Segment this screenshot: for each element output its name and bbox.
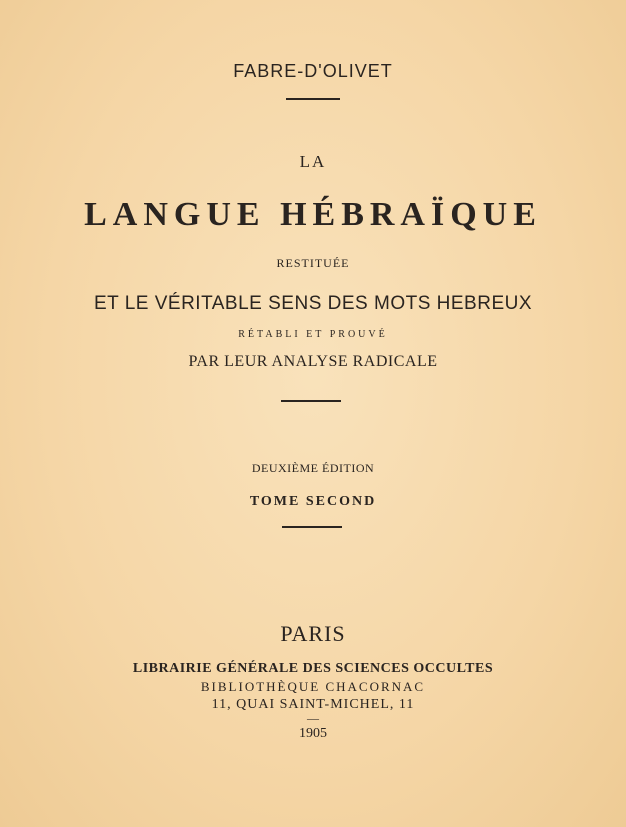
subtitle-retabli: RÉTABLI ET PROUVÉ [238, 329, 388, 340]
divider-3 [282, 526, 342, 528]
edition-label: DEUXIÈME ÉDITION [251, 461, 375, 475]
imprint-year: 1905 [299, 726, 327, 741]
divider-1 [286, 98, 340, 100]
subtitle-analyse: PAR LEUR ANALYSE RADICALE [188, 353, 438, 370]
volume-label: TOME SECOND [249, 494, 377, 509]
imprint-publisher: LIBRAIRIE GÉNÉRALE DES SCIENCES OCCULTES [132, 661, 494, 676]
author-name: FABRE-D'OLIVET [233, 61, 393, 81]
book-subtitle: ET LE VÉRITABLE SENS DES MOTS HEBREUX [93, 293, 533, 314]
divider-2 [281, 400, 341, 402]
title-article: LA [299, 152, 327, 171]
title-restituee: RESTITUÉE [276, 256, 350, 270]
imprint-library: BIBLIOTHÈQUE CHACORNAC [200, 679, 426, 694]
book-title: LANGUE HÉBRAÏQUE [84, 196, 542, 233]
imprint-city: PARIS [280, 621, 346, 646]
imprint-dash: — [307, 711, 319, 725]
imprint-address: 11, QUAI SAINT-MICHEL, 11 [211, 697, 415, 712]
